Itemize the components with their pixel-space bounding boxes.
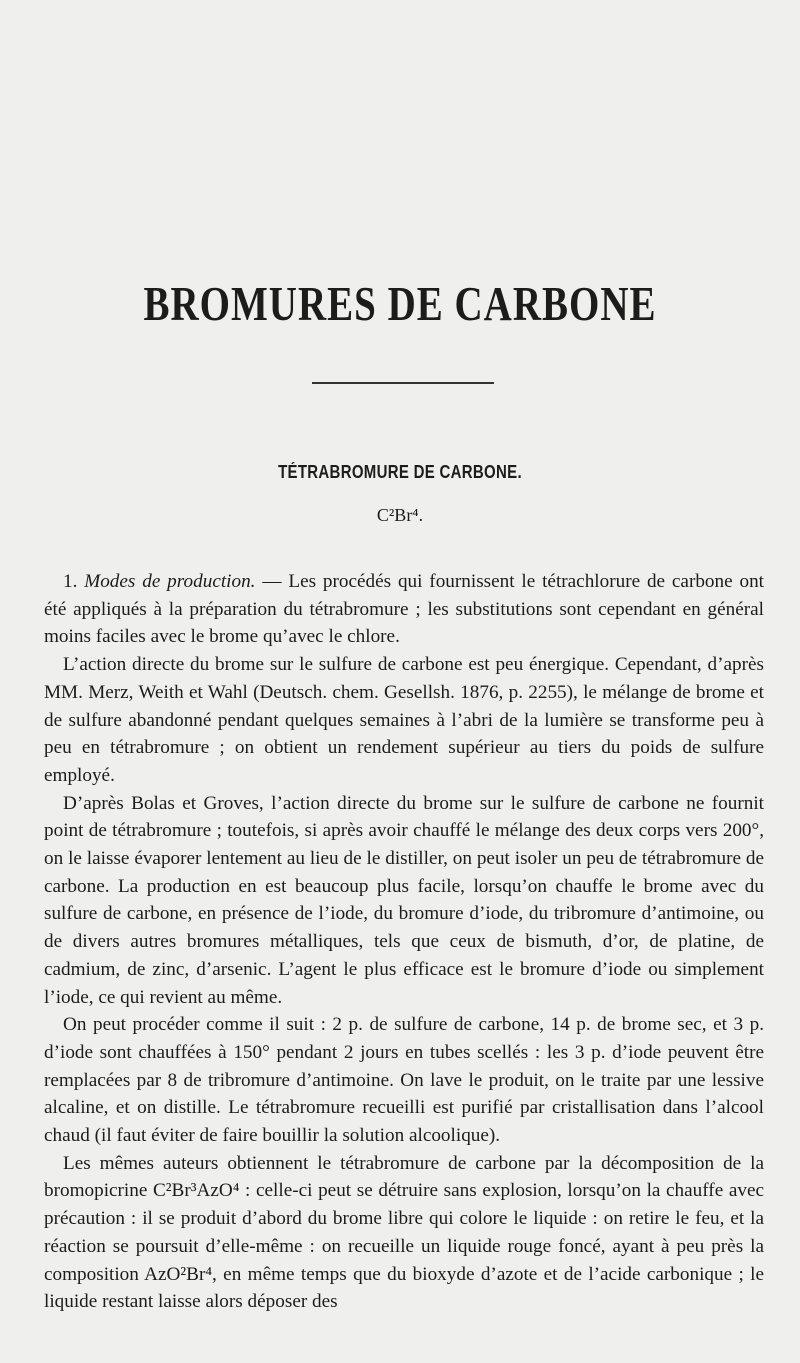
paragraph: L’action directe du brome sur le sulfure de carbone est peu énergique. Cependant, d’après MM. Merz, Weith et Wahl (Deutsch. chem. Gesellsh. 1876, p. 2255), le mélange de brome et de sulfure abandonné pendant quelques semaines à l’abri de la lumière se transforme peu à peu en tétrabromure ; on obtient un rendement supérieur au tiers du poids de sulfure employé.	[44, 654, 764, 786]
paragraph: D’après Bolas et Groves, l’action directe du brome sur le sulfure de carbone ne fournit point de tétrabromure ; toutefois, si après avoir chauffé le mélange des deux corps vers 200°, on le laisse évaporer lentement au lieu de le distiller, on peut isoler un peu de tétrabromure de carbone. La production en est beaucoup plus facile, lorsqu’on chauffe le brome avec du sulfure de carbone, en présence de l’iode, du bromure d’iode, du tribromure d’antimoine, ou de divers autres bromures métalliques, tels que ceux de bismuth, d’or, de platine, de cadmium, de zinc, d’arsenic. L’agent le plus efficace est le bromure d’iode ou simplement l’iode, ce qui revient au même.	[44, 792, 764, 1008]
body-text	[44, 568, 764, 1316]
title-divider	[312, 382, 494, 384]
paragraph-modes-de-production	[44, 568, 764, 651]
paragraph-number: 1.	[63, 571, 78, 592]
page-title: BROMURES DE CARBONE	[143, 277, 657, 331]
paragraph-heading: Modes de production.	[84, 571, 256, 592]
paragraph: On peut procéder comme il suit : 2 p. de sulfure de carbone, 14 p. de brome sec, et 3 p. d’iode sont chauffées à 150° pendant 2 jours en tubes scellés : les 3 p. d’iode peuvent être remplacées par 8 de tribromure d’antimoine. On lave le produit, on le traite par une lessive alcaline, et on distille. Le tétrabromure recueilli est purifié par cristallisation dans l’alcool chaud (il faut éviter de faire bouillir la solution alcoolique).	[44, 1014, 764, 1147]
chemical-formula: C²Br⁴.	[376, 505, 424, 525]
section-title: TÉTRABROMURE DE CARBONE.	[278, 462, 522, 483]
paragraph: Les mêmes auteurs obtiennent le tétrabromure de carbone par la décomposition de la bromopicrine C²Br³AzO⁴ : celle-ci peut se détruire sans explosion, lorsqu’on la chauffe avec précaution : il se produit d’abord du brome libre qui colore le liquide : on retire le feu, et la réaction se poursuit d’elle-même : on recueille un liquide rouge foncé, ayant à peu près la composition AzO²Br⁴, en même temps que du bioxyde d’azote et de l’acide carbonique ; le liquide restant laisse alors déposer des	[44, 1152, 764, 1313]
paragraph-text: — Les procédés qui fournissent le tétrachlorure de carbone ont été appliqués à la préparation du tétrabromure ; les substitutions sont cependant en général moins faciles avec le brome qu’avec le chlore.	[44, 571, 764, 648]
bleed-through-texture	[40, 95, 770, 124]
